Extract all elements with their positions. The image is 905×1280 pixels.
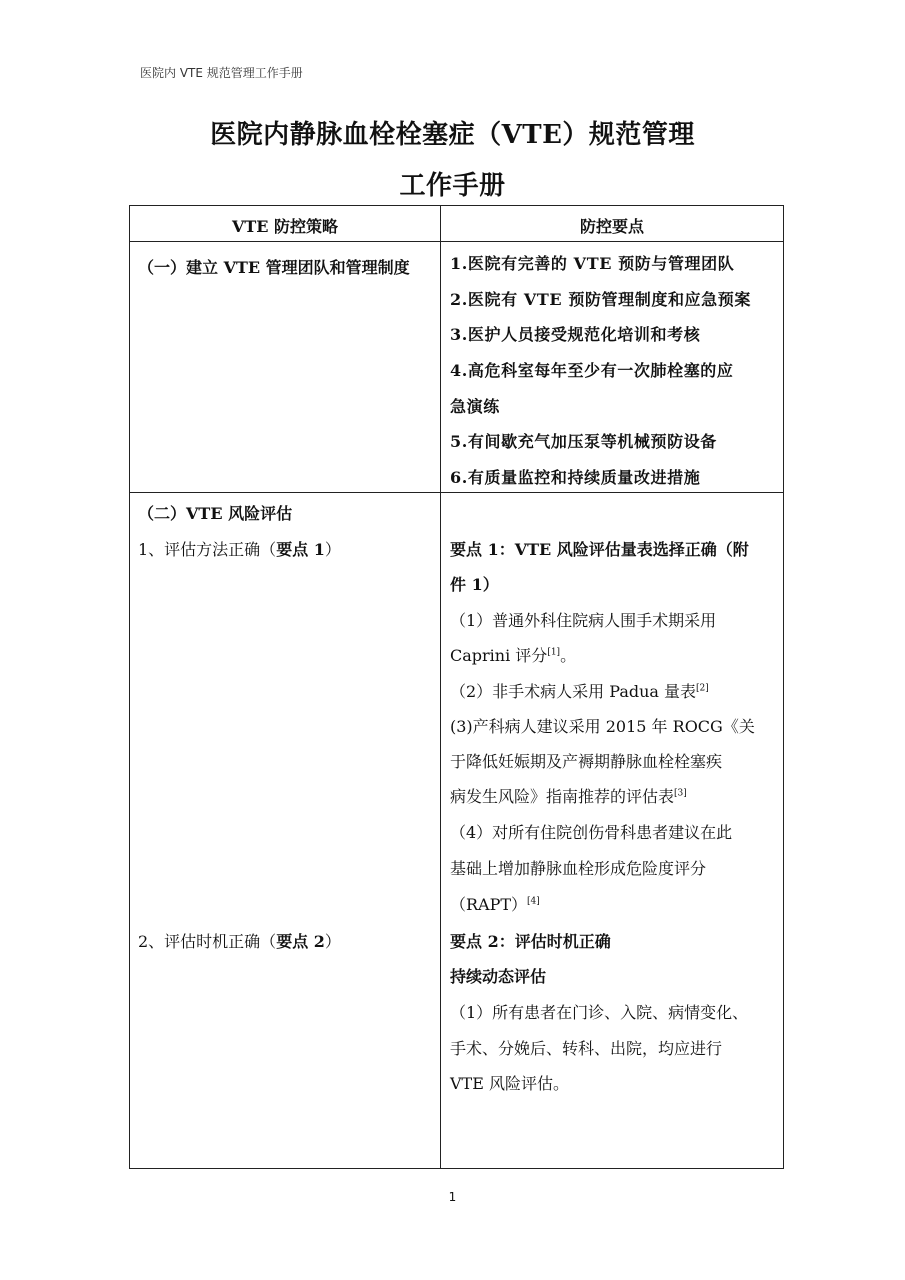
point2-subtitle: 持续动态评估 [450, 967, 547, 986]
list-item: 1.医院有完善的 VTE 预防与管理团队 [450, 254, 735, 273]
page-number: 1 [448, 1190, 457, 1204]
section2-heading: （二）VTE 风险评估 [138, 504, 293, 523]
column-header-points: 防控要点 [579, 217, 644, 236]
list-item: 4.高危科室每年至少有一次肺栓塞的应 [450, 361, 734, 380]
column-divider [440, 206, 441, 1168]
point1-title: 要点 1：VTE 风险评估量表选择正确（附 [450, 540, 749, 559]
point1-text: 于降低妊娠期及产褥期静脉血栓栓塞疾 [450, 752, 723, 771]
list-item: 6.有质量监控和持续质量改进措施 [450, 468, 701, 487]
section-divider [130, 492, 783, 493]
point1-text: Caprini 评分[1]。 [450, 646, 577, 665]
header-row-divider [130, 241, 783, 242]
point1-text: （4）对所有住院创伤骨科患者建议在此 [450, 823, 733, 842]
assessment-item-2: 2、评估时机正确（要点 2） [138, 932, 341, 951]
list-item: 2.医院有 VTE 预防管理制度和应急预案 [450, 290, 751, 309]
point1-title-cont: 件 1） [450, 575, 499, 594]
point1-text: （RAPT）[4] [450, 895, 540, 914]
assessment-item-1: 1、评估方法正确（要点 1） [138, 540, 341, 559]
list-item: 急演练 [450, 397, 500, 416]
strategy-table [129, 205, 784, 1169]
point1-text: （1）普通外科住院病人围手术期采用 [450, 611, 717, 630]
point1-text: (3)产科病人建议采用 2015 年 ROCG《关 [450, 717, 755, 736]
section1-strategy: （一）建立 VTE 管理团队和管理制度 [138, 258, 410, 277]
column-header-strategy: VTE 防控策略 [231, 217, 339, 236]
list-item: 5.有间歇充气加压泵等机械预防设备 [450, 432, 717, 451]
point2-title: 要点 2：评估时机正确 [450, 932, 611, 951]
document-title-line2: 工作手册 [399, 171, 506, 201]
point2-text: 手术、分娩后、转科、出院，均应进行 [450, 1039, 723, 1058]
point1-text: （2）非手术病人采用 Padua 量表[2] [450, 682, 709, 701]
point1-text: 基础上增加静脉血栓形成危险度评分 [450, 859, 707, 878]
document-title-line1: 医院内静脉血栓栓塞症（VTE）规范管理 [210, 120, 695, 150]
point2-text: VTE 风险评估。 [450, 1074, 569, 1093]
point2-text: （1）所有患者在门诊、入院、病情变化、 [450, 1003, 749, 1022]
running-header: 医院内 VTE 规范管理工作手册 [140, 66, 303, 80]
list-item: 3.医护人员接受规范化培训和考核 [450, 325, 701, 344]
point1-text: 病发生风险》指南推荐的评估表[3] [450, 787, 687, 806]
